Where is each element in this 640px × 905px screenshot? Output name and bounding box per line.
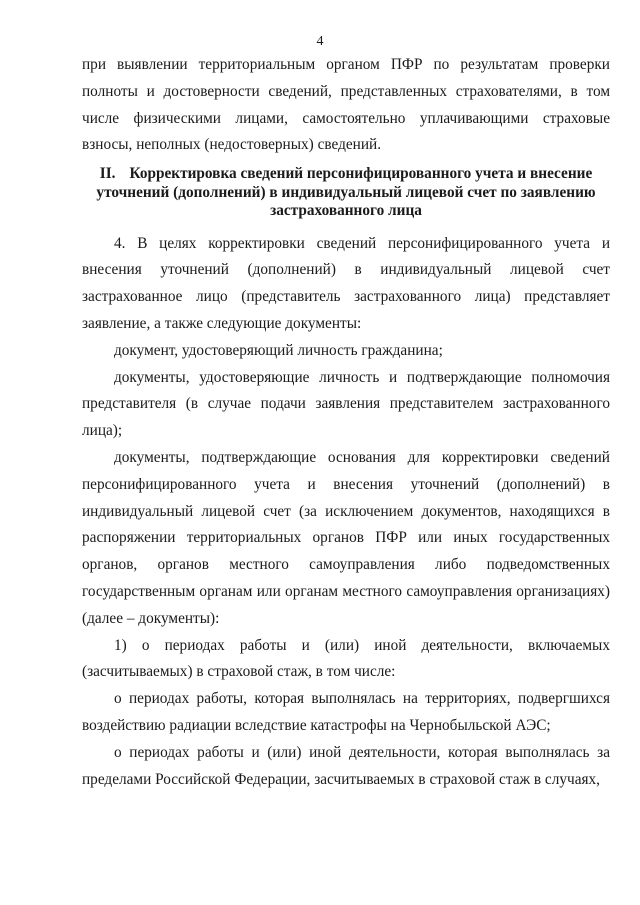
intro-paragraph: при выявлении территориальным органом ПФР по результатам проверки полноты и достоверности сведений, представленных страхователями, в том числе физическими лицами, самостоятельно уплачивающими страховые взносы, неполных (недостоверных) сведений. (82, 56, 610, 154)
list-item-correction-documents: документы, подтверждающие основания для корректировки сведений персонифицированного учета и внесения уточнений (дополнений) в индивидуальный лицевой счет (за исключением документов, находящихся в распоряжении территориальных органов ПФР или иных государственных органов, органов местного самоуправления либо подведомственных государственным органам или органам местного самоуправления организациях) (далее – документы): (82, 449, 610, 627)
section-heading (82, 165, 610, 221)
paragraph-4: 4. В целях корректировки сведений персонифицированного учета и внесения уточнений (дополнений) в индивидуальный лицевой счет застрахованное лицо (представитель застрахованного лица) представляет заявление, а также следующие документы: (82, 234, 610, 333)
page-number: 4 (316, 34, 324, 49)
subitem-chernobyl-periods: о периодах работы, которая выполнялась на территориях, подвергшихся воздействию радиации вследствие катастрофы на Чернобыльской АЭС; (82, 690, 610, 735)
subitem-foreign-periods: о периодах работы и (или) иной деятельности, которая выполнялась за пределами Российской Федерации, засчитываемых в страховой стаж в случаях, (82, 743, 610, 788)
list-item-representative-documents: документы, удостоверяющие личность и подтверждающие полномочия представителя (в случае подачи заявления представителем застрахованного лица); (82, 368, 610, 440)
section-number: II. (99, 165, 116, 183)
section-title: Корректировка сведений персонифицированного учета и внесение уточнений (дополнений) в индивидуальный лицевой счет по заявлению застрахованного лица (96, 165, 596, 220)
document-body (82, 52, 610, 793)
subitem-1-work-periods: 1) о периодах работы и (или) иной деятельности, включаемых (засчитываемых) в страховой стаж, в том числе: (82, 636, 610, 681)
list-item-identity-document: документ, удостоверяющий личность гражданина; (114, 341, 443, 359)
